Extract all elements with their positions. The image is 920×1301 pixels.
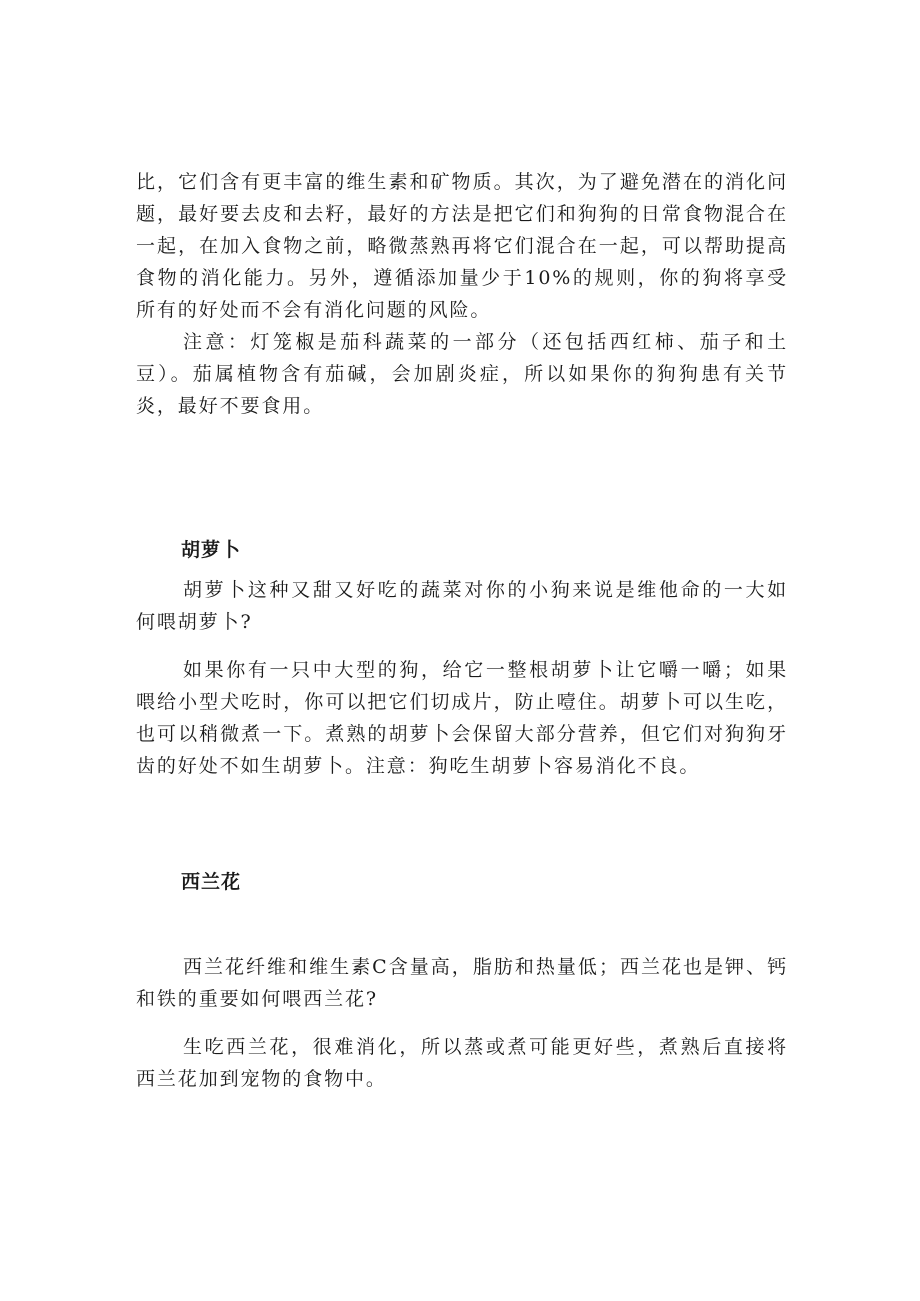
broccoli-feeding-paragraph: 生吃西兰花，很难消化，所以蒸或煮可能更好些，煮熟后直接将西兰花加到宠物的食物中。: [136, 1036, 788, 1090]
carrot-heading: 胡萝卜: [181, 539, 242, 561]
broccoli-intro-paragraph: 西兰花纤维和维生素C含量高，脂肪和热量低；西兰花也是钾、钙和铁的重要如何喂西兰花?: [136, 956, 788, 1010]
pepper-note-paragraph: 注意：灯笼椒是茄科蔬菜的一部分（还包括西红柿、茄子和土豆）。茄属植物含有茄碱，会加剧炎症，所以如果你的狗狗患有关节炎，最好不要食用。: [136, 331, 788, 417]
carrot-intro-paragraph: 胡萝卜这种又甜又好吃的蔬菜对你的小狗来说是维他命的一大如何喂胡萝卜?: [136, 579, 788, 633]
carrot-feeding-paragraph: 如果你有一只中大型的狗，给它一整根胡萝卜让它嚼一嚼；如果喂给小型犬吃时，你可以把它们切成片，防止噎住。胡萝卜可以生吃，也可以稍微煮一下。煮熟的胡萝卜会保留大部分营养，但它们对狗狗牙齿的好处不如生胡萝卜。注意：狗吃生胡萝卜容易消化不良。: [136, 659, 788, 777]
broccoli-heading: 西兰花: [181, 871, 242, 893]
pepper-paragraph-continued: 比，它们含有更丰富的维生素和矿物质。其次，为了避免潜在的消化问题，最好要去皮和去籽，最好的方法是把它们和狗狗的日常食物混合在一起，在加入食物之前，略微蒸熟再将它们混合在一起，可以帮助提高食物的消化能力。另外，遵循添加量少于10%的规则，你的狗将享受所有的好处而不会有消化问题的风险。: [136, 171, 788, 321]
